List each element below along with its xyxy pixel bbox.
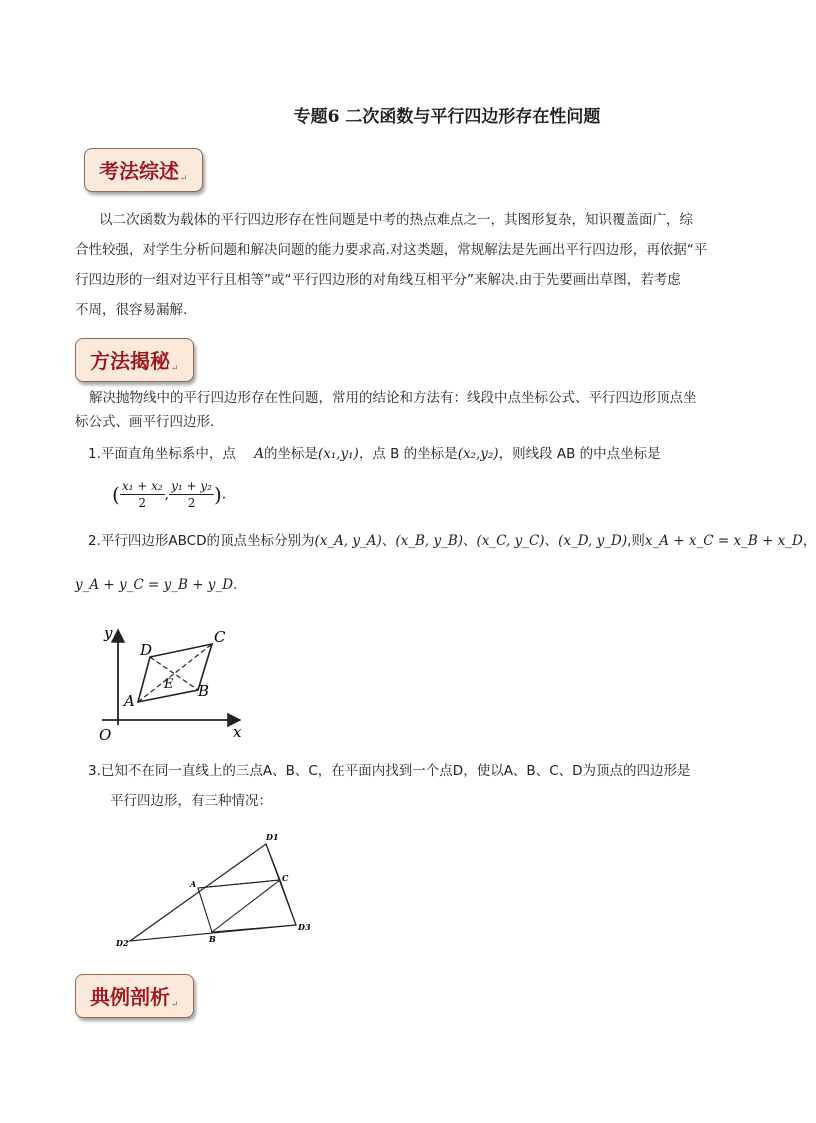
parallelogram-coordinate-figure bbox=[90, 620, 250, 745]
section-label: 方法揭秘 bbox=[90, 349, 170, 373]
paragraph-mark-icon: ↵ bbox=[171, 1000, 179, 1010]
fraction-y: $\frac{\text{y₁ + y₂}}{2}$ bbox=[171, 479, 212, 510]
equation-y: y_A + y_C = y_B + y_D bbox=[75, 577, 234, 593]
item-text: ，点 B 的坐标是 bbox=[358, 446, 458, 462]
diagonal-bd bbox=[150, 657, 198, 690]
method-line: 标公式、画平行四边形. bbox=[75, 414, 215, 430]
intro-line: 行四边形的一组对边平行且相等”或“平行四边形的对角线互相平分”来解决.由于先要画出草图，若考虑 bbox=[75, 272, 681, 288]
point-d3-label: D3 bbox=[298, 922, 311, 932]
midpoint-formula: ( $\frac{\text{x₁ + x₂}}{2}$ , $\frac{\text{y₁ + y₂}}{2}$ ). bbox=[112, 479, 227, 510]
segment-bc bbox=[212, 880, 280, 932]
item-text: 3.已知不在同一直线上的三点A、B、C，在平面内找到一个点D，使以A、B、C、D为顶点的四边形是 bbox=[88, 763, 691, 779]
item-text: ，则线段 AB 的中点坐标是 bbox=[498, 446, 661, 462]
point-label: A bbox=[254, 446, 264, 462]
center-e-label: E bbox=[164, 677, 174, 692]
coord-vertex-a: (x_A, y_A) bbox=[314, 533, 382, 549]
vertex-d-label: D bbox=[140, 641, 153, 659]
item-3-continued bbox=[110, 786, 272, 816]
intro-line: 不周，很容易漏解. bbox=[75, 302, 188, 318]
item-text: 的坐标是 bbox=[263, 446, 318, 462]
item-2-continued: y_A + y_C = y_B + y_D. bbox=[75, 577, 238, 593]
coord-vertex-b: (x_B, y_B) bbox=[395, 533, 464, 549]
origin-label: O bbox=[99, 726, 112, 744]
point-b-label: B bbox=[209, 934, 216, 944]
item-text: 平行四边形，有三种情况： bbox=[110, 793, 272, 809]
parallelogram-abd3c bbox=[198, 880, 296, 932]
section-badge-method bbox=[75, 338, 194, 382]
x-axis-label: x bbox=[233, 723, 242, 741]
method-paragraph bbox=[75, 386, 735, 434]
vertex-c-label: C bbox=[214, 628, 226, 646]
separator: 、 bbox=[463, 533, 477, 549]
vertex-b-label: B bbox=[198, 682, 210, 700]
method-line: 解决抛物线中的平行四边形存在性问题，常用的结论和方法有：线段中点坐标公式、平行四边形顶点坐 bbox=[89, 390, 697, 406]
intro-paragraph bbox=[75, 205, 735, 325]
paragraph-mark-icon: ↵ bbox=[171, 364, 179, 374]
item-2: 2.平行四边形ABCD的顶点坐标分别为(x_A, y_A)、(x_B, y_B)、(x_C, y_C)、(x_D, y_D),则x_A + x_C = x_B + x_D， bbox=[88, 533, 816, 549]
point-c-label: C bbox=[282, 873, 289, 883]
section-badge-overview bbox=[84, 148, 203, 192]
item-3 bbox=[88, 756, 768, 786]
intro-line: 合性较强，对学生分析问题和解决问题的能力要求高.对这类题，常规解法是先画出平行四边形，再依据“平 bbox=[75, 242, 708, 258]
coord-vertex-d: (x_D, y_D) bbox=[558, 533, 628, 549]
separator: 、 bbox=[381, 533, 396, 549]
item-1 bbox=[88, 439, 748, 469]
point-d2-label: D2 bbox=[116, 938, 129, 948]
fraction-x: $\frac{\text{x₁ + x₂}}{2}$ bbox=[121, 479, 163, 510]
item-text: 1.平面直角坐标系中，点 bbox=[88, 446, 236, 462]
vertex-a-label: A bbox=[124, 692, 135, 710]
point-d1-label: D1 bbox=[266, 832, 279, 842]
section-badge-examples bbox=[75, 974, 194, 1018]
coord-vertex-c: (x_C, y_C) bbox=[476, 533, 545, 549]
three-cases-figure bbox=[108, 828, 318, 953]
section-label: 考法综述 bbox=[99, 159, 179, 183]
item-text: ,则 bbox=[627, 533, 645, 549]
equation-x: x_A + x_C = x_B + x_D bbox=[644, 533, 803, 549]
section-label: 典例剖析 bbox=[90, 985, 170, 1009]
item-text: 2.平行四边形ABCD的顶点坐标分别为 bbox=[88, 533, 315, 549]
y-axis-label: y bbox=[104, 624, 113, 642]
separator: 、 bbox=[544, 533, 559, 549]
coord-a: (x₁,y₁) bbox=[317, 446, 359, 462]
page-title: 专题6 二次函数与平行四边形存在性问题 bbox=[293, 107, 601, 127]
coord-b: (x₂,y₂) bbox=[457, 446, 499, 462]
point-a-label: A bbox=[190, 879, 197, 889]
paragraph-mark-icon: ↵ bbox=[180, 174, 188, 184]
intro-line: 以二次函数为载体的平行四边形存在性问题是中考的热点难点之一，其图形复杂，知识覆盖面广，综 bbox=[99, 212, 693, 228]
